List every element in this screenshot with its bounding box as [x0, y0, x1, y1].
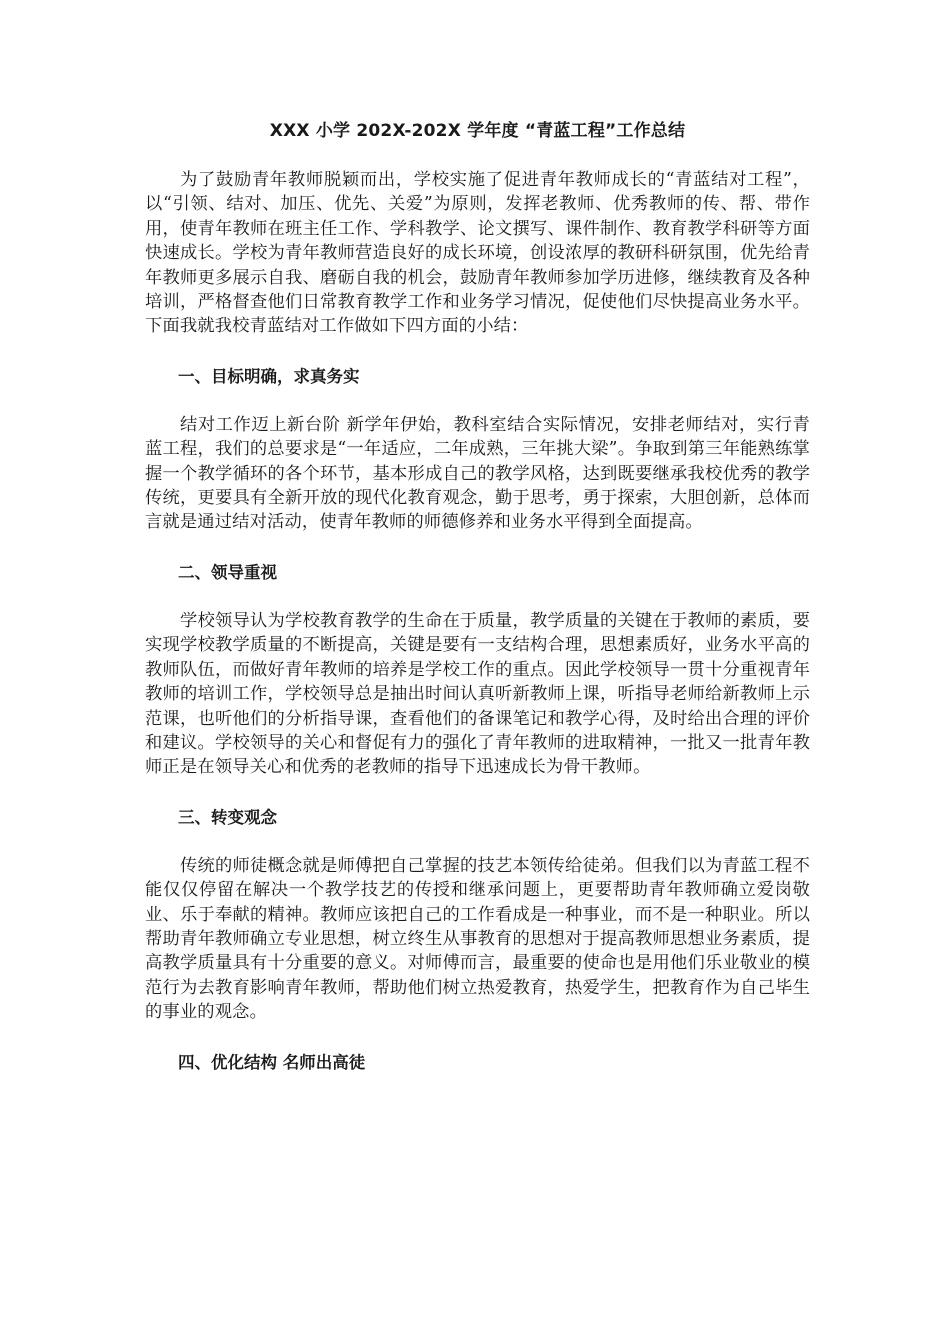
intro-paragraph: 为了鼓励青年教师脱颖而出，学校实施了促进青年教师成长的“青蓝结对工程”，以“引领、结对、加压、优先、关爱”为原则，发挥老教师、优秀教师的传、帮、带作用，使青年教师在班主任工作、学科教学、论文撰写、课件制作、教育教学科研等方面快速成长。学校为青年教师营造良好的成长环境，创设浓厚的教研科研氛围，优先给青年教师更多展示自我、磨砺自我的机会，鼓励青年教师参加学历进修，继续教育及各种培训，严格督查他们日常教育教学工作和业务学习情况，促使他们尽快提高业务水平。下面我就我校青蓝结对工作做如下四方面的小结：	[145, 170, 810, 337]
section-heading-4: 四、优化结构 名师出高徒	[178, 1052, 366, 1072]
section-body-2: 学校领导认为学校教育教学的生命在于质量，教学质量的关键在于教师的素质，要实现学校教学质量的不断提高，关键是要有一支结构合理，思想素质好，业务水平高的教师队伍，而做好青年教师的培养是学校工作的重点。因此学校领导一贯十分重视青年教师的培训工作，学校领导总是抽出时间认真听新教师上课，听指导老师给新教师上示范课，也听他们的分析指导课，查看他们的备课笔记和教学心得，及时给出合理的评价和建议。学校领导的关心和督促有力的强化了青年教师的进取精神，一批又一批青年教师正是在领导关心和优秀的老教师的指导下迅速成长为骨干教师。	[145, 610, 810, 778]
section-heading-2: 二、领导重视	[178, 562, 277, 582]
document-title: XXX 小学 202X-202X 学年度 “青蓝工程”工作总结	[269, 121, 686, 141]
section-heading-3: 三、转变观念	[178, 807, 277, 827]
section-heading-1: 一、目标明确，求真务实	[178, 366, 360, 386]
document-page	[145, 118, 810, 1099]
section-body-1: 结对工作迈上新台阶 新学年伊始，教科室结合实际情况，安排老师结对，实行青蓝工程，我们的总要求是“一年适应，二年成熟，三年挑大梁”。争取到第三年能熟练掌握一个教学循环的各个环节，基本形成自己的教学风格，达到既要继承我校优秀的教学传统，更要具有全新开放的现代化教育观念，勤于思考，勇于探索，大胆创新，总体而言就是通过结对活动，使青年教师的师德修养和业务水平得到全面提高。	[145, 414, 810, 533]
section-body-3: 传统的师徒概念就是师傅把自己掌握的技艺本领传给徒弟。但我们以为青蓝工程不能仅仅停留在解决一个教学技艺的传授和继承问题上，更要帮助青年教师确立爱岗敬业、乐于奉献的精神。教师应该把自己的工作看成是一种事业，而不是一种职业。所以帮助青年教师确立专业思想，树立终生从事教育的思想对于提高教师思想业务素质，提高教学质量具有十分重要的意义。对师傅而言，最重要的使命也是用他们乐业敬业的模范行为去教育影响青年教师，帮助他们树立热爱教育，热爱学生，把教育作为自己毕生的事业的观念。	[145, 855, 810, 1023]
